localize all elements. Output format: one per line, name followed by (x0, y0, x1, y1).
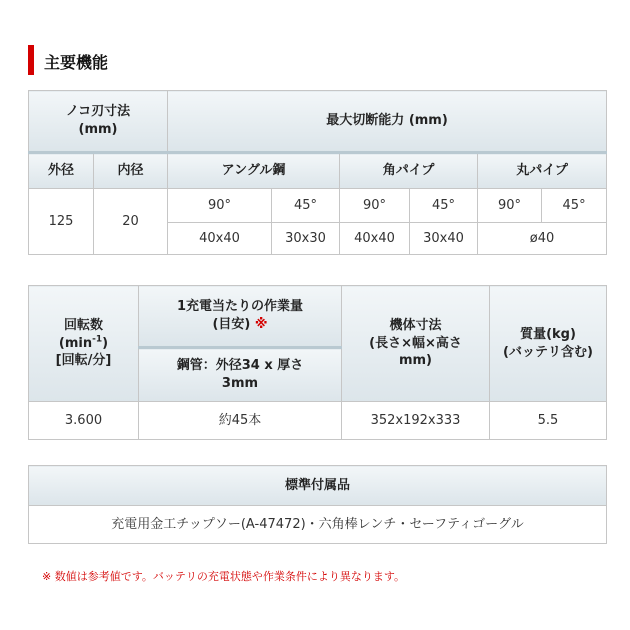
square-pipe-90-value: 40x40 (340, 223, 410, 255)
angle-steel-45-value: 30x30 (272, 223, 340, 255)
dimensions-unit: (長さ×幅×高さmm) (369, 335, 462, 369)
angle-steel-90-label: 90° (168, 189, 272, 223)
angle-steel-90-value: 40x40 (168, 223, 272, 255)
round-pipe-90-label: 90° (478, 189, 542, 223)
square-pipe-90-label: 90° (340, 189, 410, 223)
rpm-unit: $(\min^{-1})$ (58, 334, 109, 351)
dimensions-label: 機体寸法 (389, 318, 442, 334)
rpm-label: 回転数 (63, 318, 103, 334)
work-per-charge-approx: (目安) (212, 317, 251, 332)
rpm-header (29, 286, 139, 402)
work-condition-label: 鋼管：外径34 x 厚さ3mm (176, 358, 304, 391)
inner-diameter-value: 20 (94, 189, 168, 255)
rpm-unit-jp: [回転/分] (55, 353, 112, 369)
rpm-value: 3.600 (29, 402, 139, 440)
section-title: 主要機能 (44, 53, 109, 72)
outer-diameter-value: 125 (29, 189, 94, 255)
blade-size-unit: (mm) (78, 122, 118, 137)
inner-diameter-header: 内径 (94, 153, 168, 189)
weight-header (490, 286, 607, 402)
work-per-charge-header (139, 286, 342, 348)
round-pipe-45-label: 45° (542, 189, 607, 223)
dimensions-value: 352x192x333 (342, 402, 490, 440)
angle-steel-header: アングル鋼 (168, 153, 340, 189)
square-pipe-header: 角パイプ (340, 153, 478, 189)
outer-diameter-header: 外径 (29, 153, 94, 189)
round-pipe-value: ø40 (478, 223, 607, 255)
note-mark: ※ (254, 317, 268, 332)
cutting-capacity-table (28, 90, 607, 255)
blade-size-label: ノコ刃寸法 (65, 104, 131, 120)
work-condition-header (139, 348, 342, 402)
dimensions-header (342, 286, 490, 402)
blade-size-header (29, 91, 168, 153)
weight-value: 5.5 (490, 402, 607, 440)
work-per-charge-label: 1充電当たりの作業量 (176, 299, 304, 315)
accessories-table (28, 465, 607, 544)
round-pipe-header: 丸パイプ (478, 153, 607, 189)
accessories-header: 標準付属品 (29, 466, 607, 506)
section-accent-bar (28, 45, 34, 75)
performance-table (28, 285, 607, 440)
square-pipe-45-label: 45° (410, 189, 478, 223)
angle-steel-45-label: 45° (272, 189, 340, 223)
max-cutting-header: 最大切断能力 (mm) (168, 91, 607, 153)
accessories-value: 充電用金工チップソー(A-47472)・六角棒レンチ・セーフティゴーグル (29, 506, 607, 544)
work-per-charge-value: 約45本 (139, 402, 342, 440)
square-pipe-45-value: 30x40 (410, 223, 478, 255)
weight-unit: (バッテリ含む) (503, 344, 593, 360)
weight-label: 質量(kg) (520, 326, 576, 342)
footnote: ※ 数値は参考値です。バッテリの充電状態や作業条件により異なります。 (42, 570, 405, 583)
